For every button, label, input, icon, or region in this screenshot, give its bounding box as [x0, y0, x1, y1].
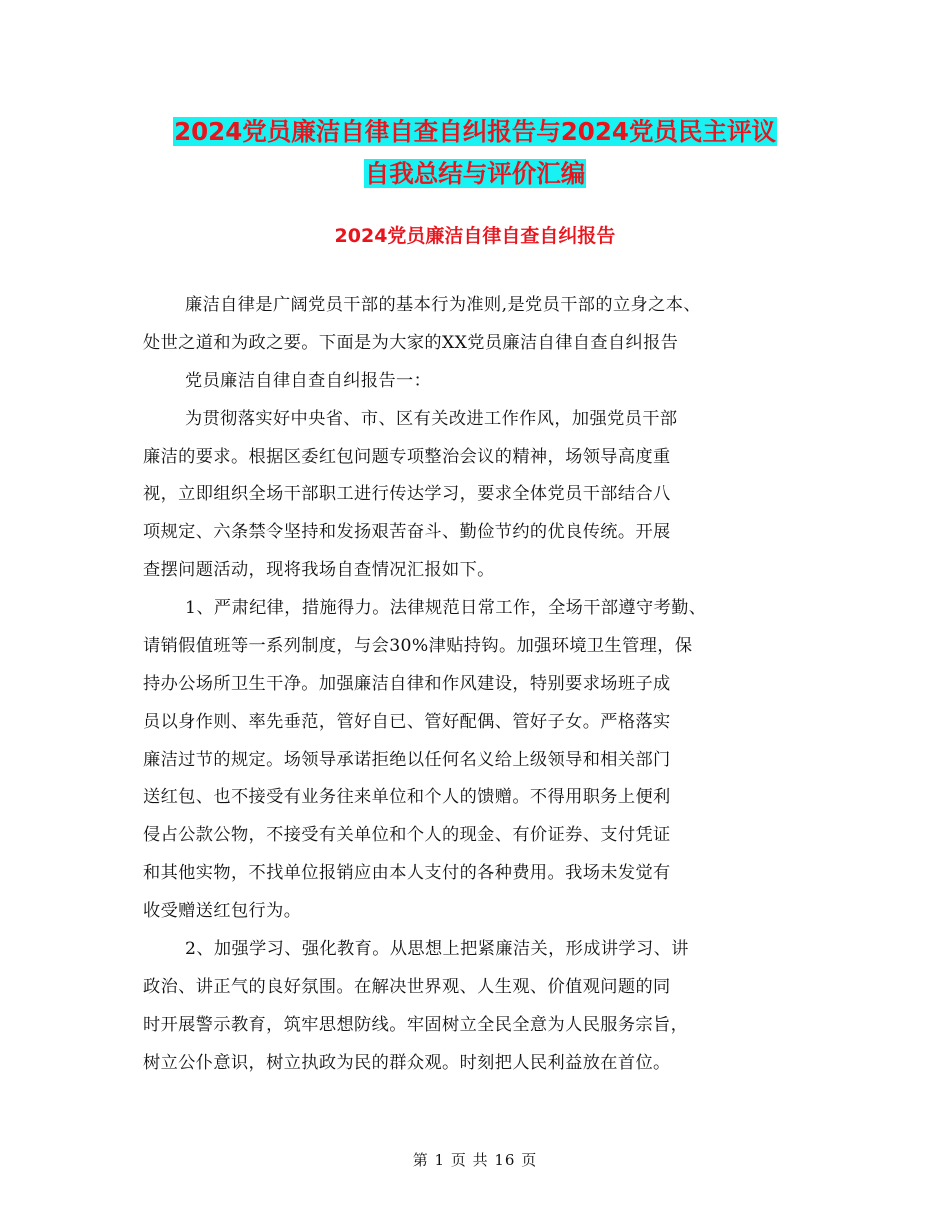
body-line: 查摆问题活动，现将我场自查情况汇报如下。: [143, 560, 495, 580]
body-line: 和其他实物，不找单位报销应由本人支付的各种费用。我场未发觉有: [143, 863, 671, 883]
body-line: 政治、讲正气的良好氛围。在解决世界观、人生观、价值观问题的同: [143, 977, 671, 997]
body-line: 送红包、也不接受有业务往来单位和个人的馈赠。不得用职务上便利: [143, 787, 671, 807]
body-line: 1、严肃纪律，措施得力。法律规范日常工作，全场干部遵守考勤、: [185, 598, 707, 618]
section-title: 2024党员廉洁自律自查自纠报告: [334, 225, 616, 247]
page-footer: 第 1 页 共 16 页: [412, 1151, 538, 1169]
body-line: 收受赠送红包行为。: [143, 901, 302, 921]
body-line: 侵占公款公物，不接受有关单位和个人的现金、有价证券、支付凭证: [143, 825, 671, 845]
body-line: 请销假值班等一系列制度，与会30%津贴持钩。加强环境卫生管理，保: [143, 636, 693, 656]
body-line: 党员廉洁自律自查自纠报告一：: [185, 371, 432, 391]
body-line: 处世之道和为政之要。下面是为大家的XX党员廉洁自律自查自纠报告: [143, 333, 679, 353]
body-line: 树立公仆意识，树立执政为民的群众观。时刻把人民利益放在首位。: [143, 1053, 671, 1073]
body-line: 项规定、六条禁令坚持和发扬艰苦奋斗、勤俭节约的优良传统。开展: [143, 522, 671, 542]
body-line: 廉洁自律是广阔党员干部的基本行为准则,是党员干部的立身之本、: [185, 295, 701, 315]
body-line: 时开展警示教育，筑牢思想防线。牢固树立全民全意为人民服务宗旨，: [143, 1015, 689, 1035]
title-highlight-2: 自我总结与评价汇编: [364, 159, 586, 188]
body-line: 为贯彻落实好中央省、市、区有关改进工作作风，加强党员干部: [185, 409, 678, 429]
body-line: 廉洁过节的规定。场领导承诺拒绝以任何名义给上级领导和相关部门: [143, 750, 671, 770]
body-line: 视，立即组织全场干部职工进行传达学习，要求全体党员干部结合八: [143, 484, 671, 504]
title-highlight-1: 2024党员廉洁自律自查自纠报告与2024党员民主评议: [174, 117, 776, 146]
body-line: 2、加强学习、强化教育。从思想上把紧廉洁关，形成讲学习、讲: [185, 939, 689, 959]
document-title-line-2: [0, 156, 950, 192]
body-line: 持办公场所卫生干净。加强廉洁自律和作风建设，特别要求场班子成: [143, 674, 671, 694]
body-line: 廉洁的要求。根据区委红包问题专项整治会议的精神，场领导高度重: [143, 447, 671, 467]
document-title-line-1: [0, 114, 950, 150]
body-line: 员以身作则、率先垂范，管好自已、管好配偶、管好子女。严格落实: [143, 712, 671, 732]
